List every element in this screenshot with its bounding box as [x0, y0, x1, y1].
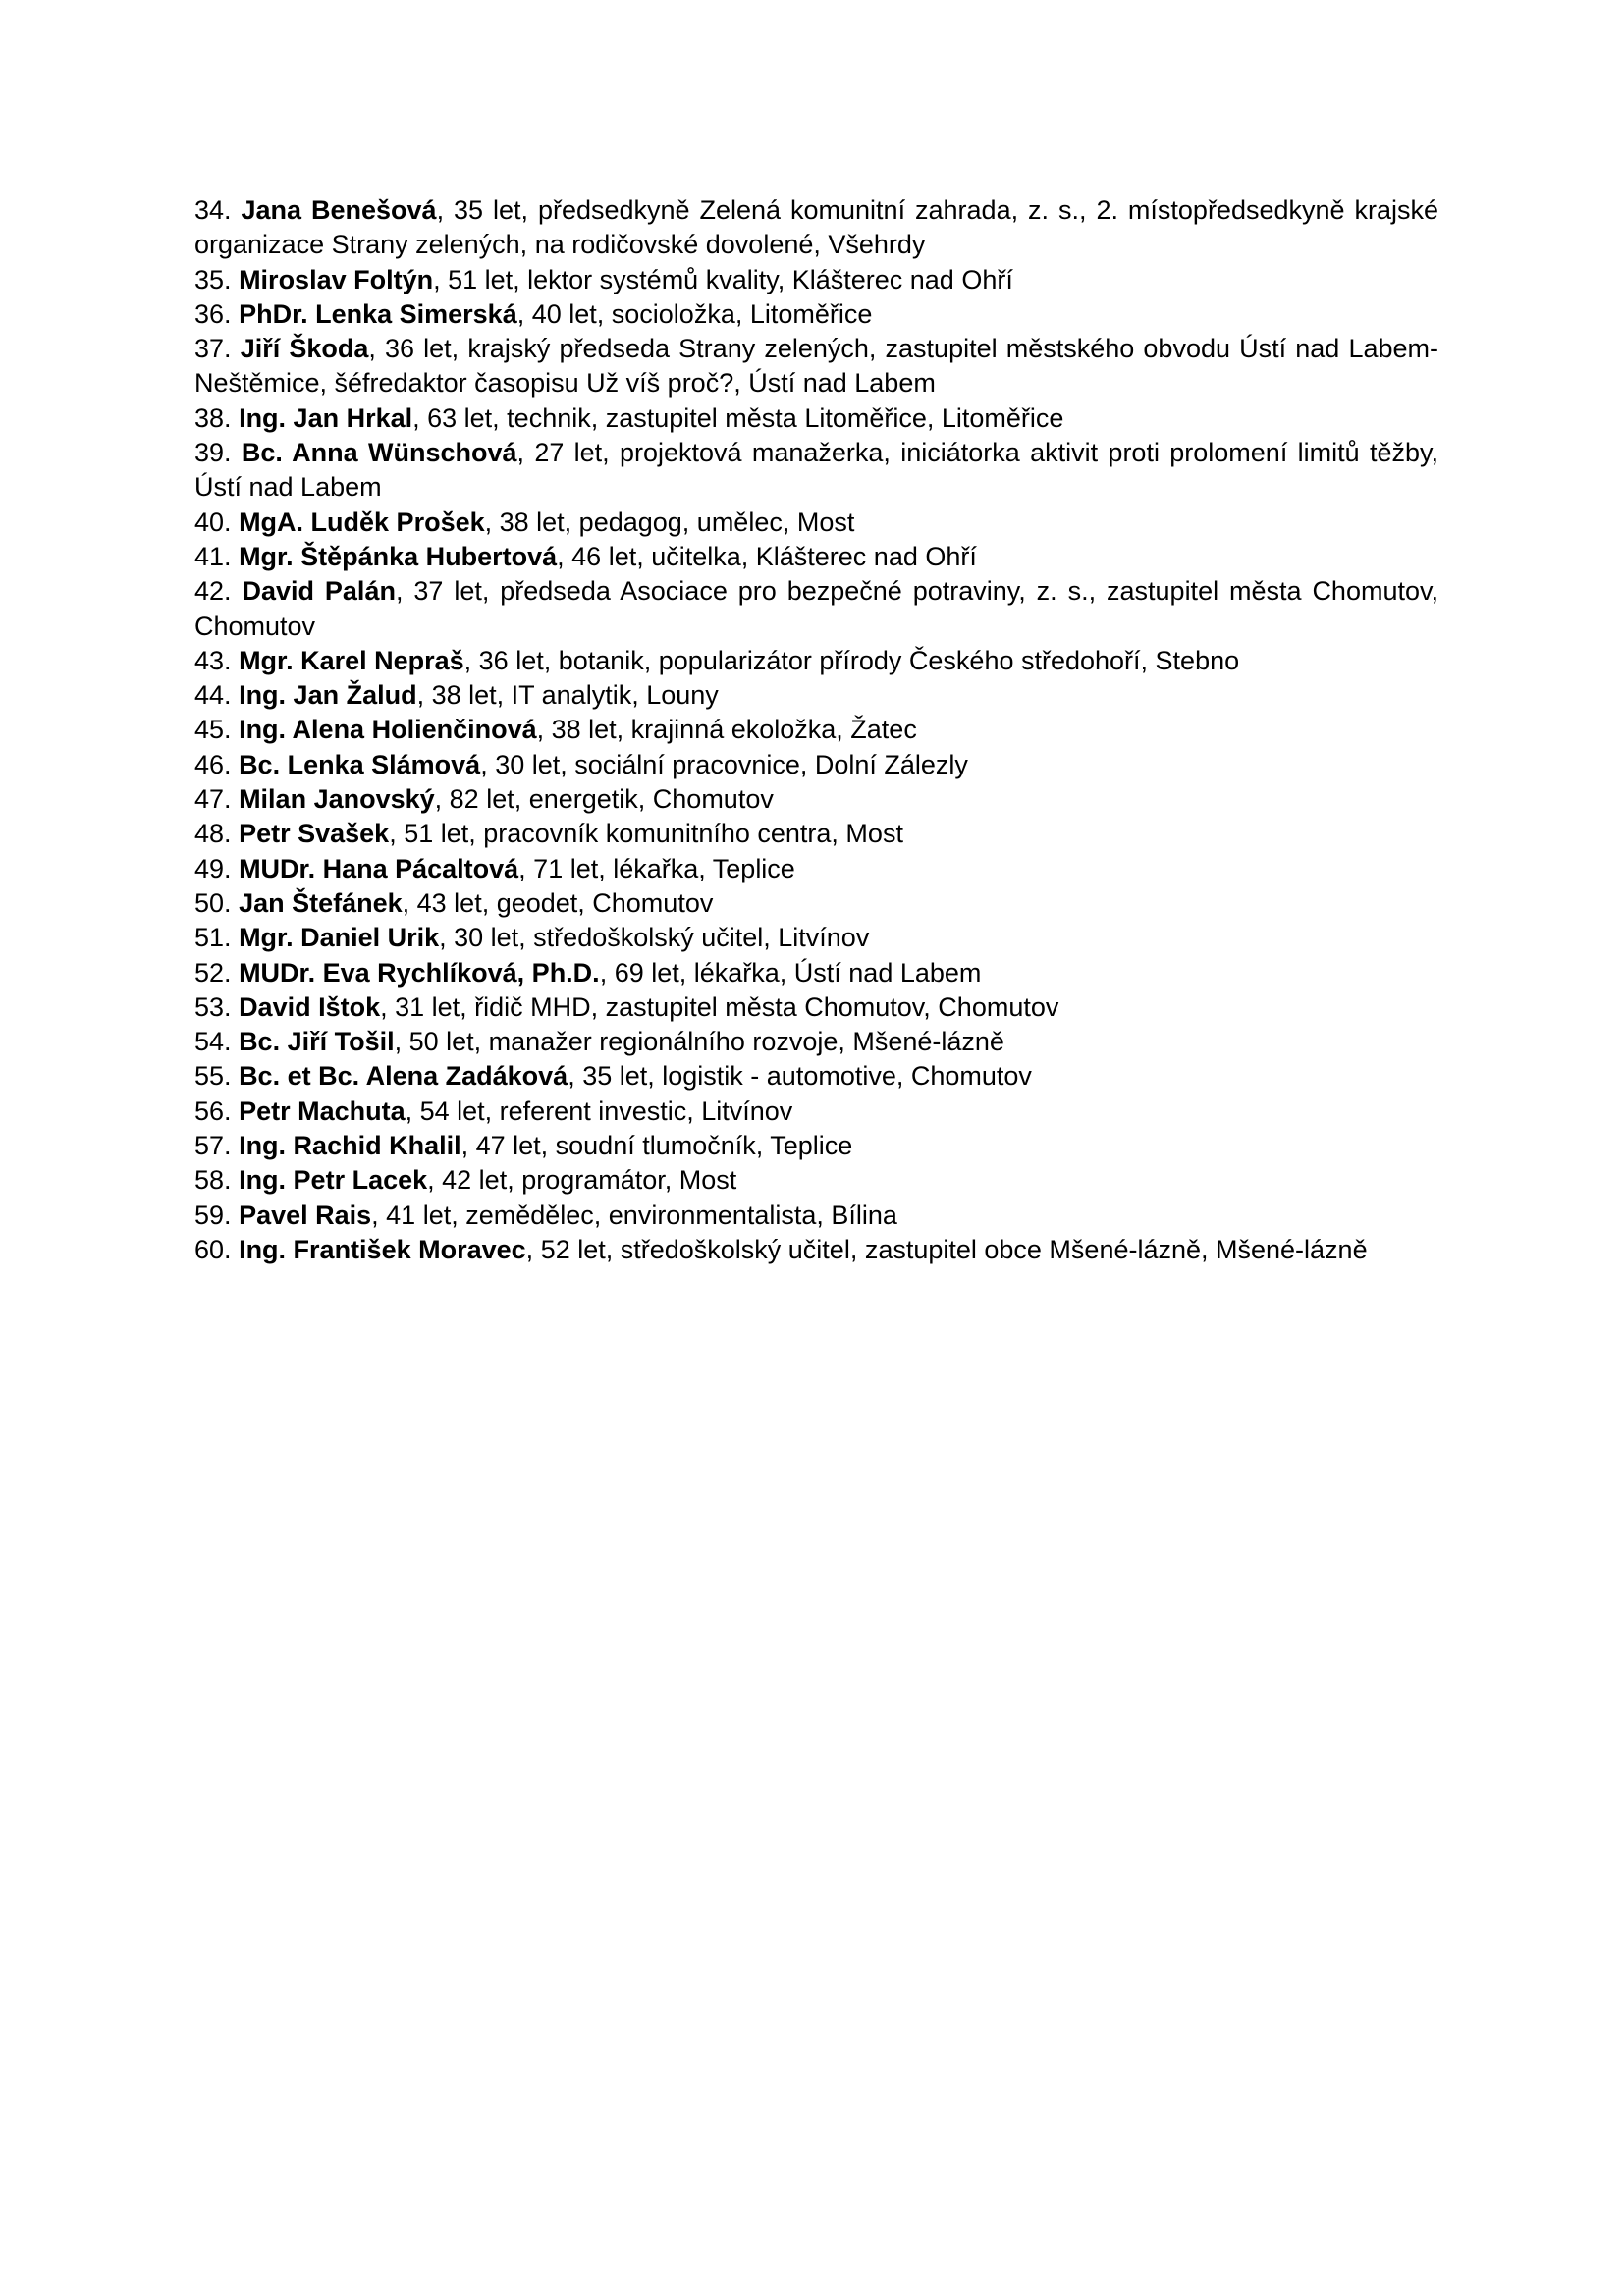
- list-item: [194, 852, 1438, 886]
- list-item: [194, 1199, 1438, 1233]
- candidate-details: , 27 let, projektová manažerka, iniciátorka aktivit proti prolomení limitů těžby, Ústí nad Labem: [194, 438, 1438, 503]
- list-item: [194, 990, 1438, 1025]
- candidate-details: , 43 let, geodet, Chomutov: [402, 887, 714, 918]
- candidate-name: MgA. Luděk Prošek: [239, 507, 485, 537]
- list-item: [194, 886, 1438, 921]
- entry-number: 59.: [194, 1200, 232, 1230]
- entry-number: 47.: [194, 784, 232, 815]
- candidate-name: David Palán: [242, 576, 396, 607]
- list-item: [194, 193, 1438, 263]
- entry-number: 54.: [194, 1027, 232, 1057]
- candidate-name: Mgr. Karel Nepraš: [239, 645, 464, 675]
- candidate-name: Bc. et Bc. Alena Zadáková: [239, 1061, 568, 1092]
- entry-number: 41.: [194, 541, 232, 571]
- candidate-details: , 63 let, technik, zastupitel města Litoměřice, Litoměřice: [412, 402, 1064, 433]
- entry-number: 35.: [194, 264, 232, 294]
- entry-number: 38.: [194, 402, 232, 433]
- list-item: [194, 436, 1438, 506]
- list-item: [194, 1095, 1438, 1129]
- list-item: [194, 297, 1438, 332]
- candidate-name: Miroslav Foltýn: [239, 264, 434, 294]
- candidate-list: [194, 193, 1438, 1267]
- candidate-details: , 51 let, pracovník komunitního centra, Most: [389, 819, 903, 849]
- candidate-name: Jana Benešová: [241, 195, 437, 225]
- candidate-details: , 47 let, soudní tlumočník, Teplice: [460, 1131, 853, 1161]
- candidate-name: David Ištok: [239, 991, 381, 1022]
- candidate-details: , 42 let, programátor, Most: [427, 1165, 737, 1196]
- entry-number: 51.: [194, 923, 232, 953]
- entry-number: 56.: [194, 1095, 232, 1126]
- entry-number: 40.: [194, 507, 232, 537]
- entry-number: 37.: [194, 334, 232, 364]
- candidate-name: PhDr. Lenka Simerská: [239, 298, 517, 329]
- list-item: [194, 506, 1438, 540]
- entry-number: 36.: [194, 298, 232, 329]
- entry-number: 60.: [194, 1234, 232, 1264]
- candidate-details: , 31 let, řidič MHD, zastupitel města Chomutov, Chomutov: [380, 991, 1059, 1022]
- candidate-name: Milan Janovský: [239, 784, 435, 815]
- entry-number: 34.: [194, 195, 232, 225]
- entry-number: 44.: [194, 680, 232, 711]
- list-item: [194, 713, 1438, 747]
- list-item: [194, 921, 1438, 955]
- candidate-name: Ing. Petr Lacek: [239, 1165, 428, 1196]
- list-item: [194, 1025, 1438, 1059]
- entry-number: 45.: [194, 715, 232, 745]
- list-item: [194, 263, 1438, 297]
- candidate-details: , 37 let, předseda Asociace pro bezpečné potraviny, z. s., zastupitel města Chomutov, Chomutov: [194, 576, 1438, 641]
- candidate-details: , 41 let, zemědělec, environmentalista, Bílina: [371, 1200, 897, 1230]
- candidate-name: Ing. Jan Žalud: [239, 680, 417, 711]
- candidate-name: MUDr. Hana Pácaltová: [239, 853, 519, 883]
- candidate-details: , 30 let, sociální pracovnice, Dolní Zálezly: [480, 749, 968, 779]
- candidate-name: Mgr. Štěpánka Hubertová: [239, 541, 558, 571]
- entry-number: 39.: [194, 438, 232, 468]
- entry-number: 52.: [194, 957, 232, 988]
- candidate-name: Ing. Jan Hrkal: [239, 402, 413, 433]
- list-item: [194, 574, 1438, 644]
- candidate-details: , 38 let, IT analytik, Louny: [416, 680, 719, 711]
- candidate-details: , 35 let, předsedkyně Zelená komunitní zahrada, z. s., 2. místopředsedkyně krajské organizace Strany zelených, na rodičovské dovolené, Všehrdy: [194, 195, 1438, 260]
- list-item: [194, 748, 1438, 782]
- candidate-details: , 82 let, energetik, Chomutov: [434, 784, 774, 815]
- list-item: [194, 401, 1438, 436]
- candidate-name: MUDr. Eva Rychlíková, Ph.D.: [239, 957, 600, 988]
- list-item: [194, 1129, 1438, 1163]
- entry-number: 43.: [194, 645, 232, 675]
- candidate-details: , 54 let, referent investic, Litvínov: [405, 1095, 793, 1126]
- entry-number: 50.: [194, 887, 232, 918]
- candidate-details: , 52 let, středoškolský učitel, zastupitel obce Mšené-lázně, Mšené-lázně: [525, 1234, 1368, 1264]
- entry-number: 49.: [194, 853, 232, 883]
- list-item: [194, 644, 1438, 678]
- candidate-name: Ing. Alena Holienčinová: [239, 715, 537, 745]
- entry-number: 53.: [194, 991, 232, 1022]
- list-item: [194, 956, 1438, 990]
- list-item: [194, 678, 1438, 713]
- candidate-details: , 38 let, krajinná ekoložka, Žatec: [536, 715, 917, 745]
- candidate-name: Ing. Rachid Khalil: [239, 1131, 461, 1161]
- candidate-name: Mgr. Daniel Urik: [239, 923, 440, 953]
- candidate-details: , 36 let, krajský předseda Strany zelených, zastupitel městského obvodu Ústí nad Labem-Neštěmice, šéfredaktor časopisu Už víš proč?, Ústí nad Labem: [194, 334, 1438, 399]
- entry-number: 55.: [194, 1061, 232, 1092]
- list-item: [194, 540, 1438, 574]
- candidate-name: Pavel Rais: [239, 1200, 372, 1230]
- candidate-details: , 51 let, lektor systémů kvality, Klášterec nad Ohří: [433, 264, 1013, 294]
- candidate-details: , 46 let, učitelka, Klášterec nad Ohří: [557, 541, 977, 571]
- candidate-details: , 35 let, logistik - automotive, Chomutov: [568, 1061, 1032, 1092]
- candidate-details: , 69 let, lékařka, Ústí nad Labem: [599, 957, 982, 988]
- candidate-details: , 40 let, socioložka, Litoměřice: [516, 298, 873, 329]
- candidate-details: , 30 let, středoškolský učitel, Litvínov: [439, 923, 870, 953]
- candidate-name: Petr Machuta: [239, 1095, 406, 1126]
- list-item: [194, 817, 1438, 851]
- list-item: [194, 782, 1438, 817]
- candidate-details: , 36 let, botanik, popularizátor přírody Českého středohoří, Stebno: [463, 645, 1240, 675]
- entry-number: 48.: [194, 819, 232, 849]
- candidate-name: Jan Štefánek: [239, 887, 403, 918]
- candidate-name: Bc. Jiří Tošil: [239, 1027, 395, 1057]
- candidate-name: Bc. Lenka Slámová: [239, 749, 481, 779]
- entry-number: 58.: [194, 1165, 232, 1196]
- list-item: [194, 1233, 1438, 1267]
- candidate-details: , 38 let, pedagog, umělec, Most: [484, 507, 855, 537]
- list-item: [194, 332, 1438, 401]
- list-item: [194, 1059, 1438, 1094]
- entry-number: 46.: [194, 749, 232, 779]
- entry-number: 57.: [194, 1131, 232, 1161]
- candidate-name: Jiří Škoda: [240, 334, 369, 364]
- candidate-name: Petr Svašek: [239, 819, 390, 849]
- list-item: [194, 1163, 1438, 1198]
- candidate-name: Bc. Anna Wünschová: [241, 438, 517, 468]
- entry-number: 42.: [194, 576, 232, 607]
- candidate-details: , 50 let, manažer regionálního rozvoje, Mšené-lázně: [394, 1027, 1004, 1057]
- candidate-details: , 71 let, lékařka, Teplice: [518, 853, 795, 883]
- candidate-name: Ing. František Moravec: [239, 1234, 526, 1264]
